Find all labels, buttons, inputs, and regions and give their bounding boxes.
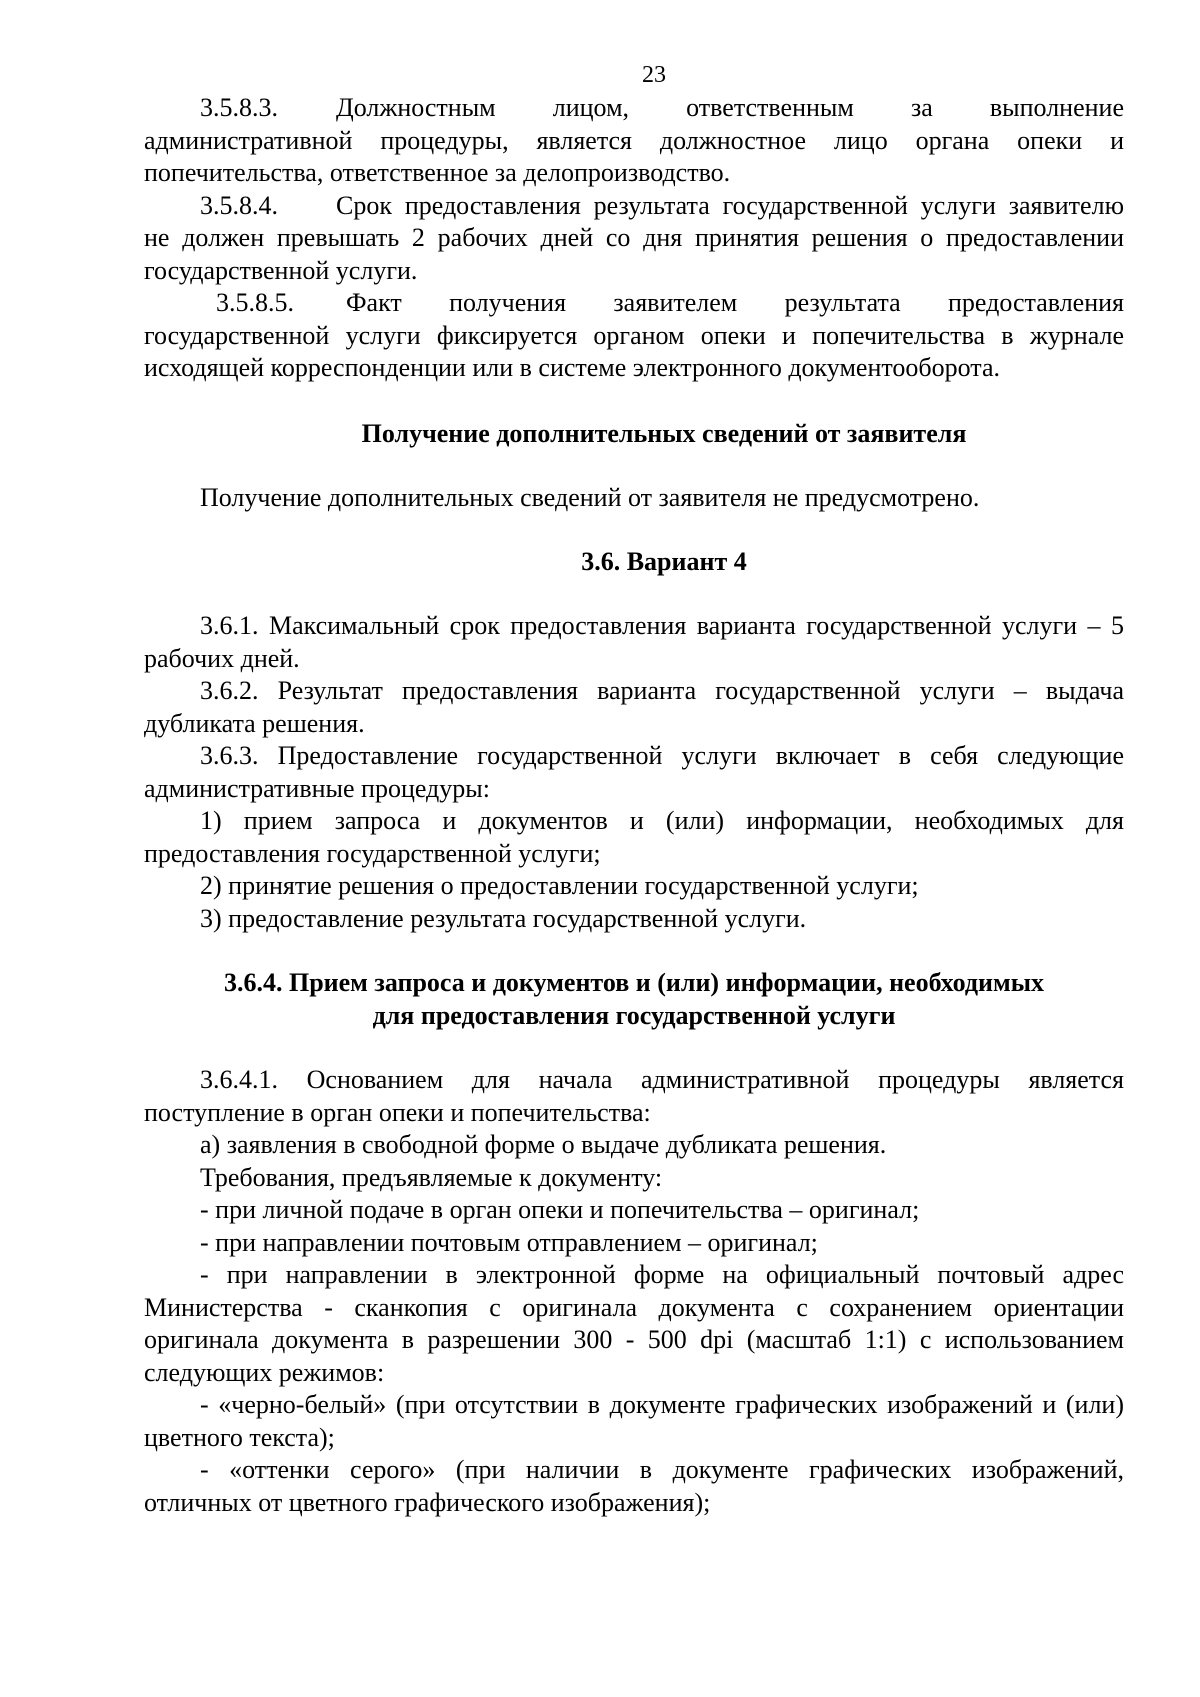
paragraph-3-6-1: 3.6.1. Максимальный срок предоставления варианта государственной услуги – 5 рабочих дней. <box>144 611 1124 673</box>
list-item-personal: - при личной подаче в орган опеки и попечительства – оригинал; <box>200 1195 920 1224</box>
list-item-application: а) заявления в свободной форме о выдаче дубликата решения. <box>200 1130 887 1159</box>
paragraph-text: Должностным лицом, ответственным за выполнение административной процедуры, является должностное лицо органа опеки и попечительства, ответственное за делопроизводство. <box>144 93 1124 187</box>
paragraph-text: Факт получения заявителем результата предоставления государственной услуги фиксируется органом опеки и попечительства в журнале исходящей корреспонденции или в системе электронного документооборота. <box>144 288 1124 382</box>
paragraph-requirements: Требования, предъявляемые к документу: <box>200 1162 663 1192</box>
paragraph-3-6-4-1: 3.6.4.1. Основанием для начала административной процедуры является поступление в орган опеки и попечительства: <box>144 1065 1124 1127</box>
subheading-additional-info: Получение дополнительных сведений от заявителя <box>361 418 967 448</box>
list-item-electronic: - при направлении в электронной форме на официальный почтовый адрес Министерства - сканкопия с оригинала документа с сохранением ориентации оригинала документа в разрешении 300 - 500 dpi (масштаб 1:1) с использованием следующих режимов: <box>144 1260 1124 1387</box>
paragraph-3-5-8-4 <box>144 190 1124 288</box>
heading-line-2: для предоставления государственной услуги <box>372 1000 896 1030</box>
list-item-procedure-1: 1) прием запроса и документов и (или) информации, необходимых для предоставления государственной услуги; <box>144 806 1124 868</box>
paragraph-3-6-3: 3.6.3. Предоставление государственной услуги включает в себя следующие административные процедуры: <box>144 741 1124 803</box>
paragraph-3-5-8-3 <box>144 92 1124 190</box>
document-page <box>144 60 1124 1519</box>
paragraph-number: 3.5.8.3. <box>200 93 278 122</box>
list-item-grayscale: - «оттенки серого» (при наличии в документе графических изображений, отличных от цветного графического изображения); <box>144 1455 1124 1517</box>
paragraph-text: Срок предоставления результата государственной услуги заявителю не должен превышать 2 рабочих дней со дня принятия решения о предоставлении государственной услуги. <box>144 190 1124 285</box>
page-number: 23 <box>642 62 666 88</box>
paragraph-3-6-2: 3.6.2. Результат предоставления варианта государственной услуги – выдача дубликата решения. <box>144 676 1124 738</box>
paragraph-number: 3.5.8.4. <box>200 190 278 220</box>
paragraph-additional-info: Получение дополнительных сведений от заявителя не предусмотрено. <box>200 483 980 512</box>
heading-section-3-6-4 <box>144 967 1124 1032</box>
list-item-procedure-3: 3) предоставление результата государственной услуги. <box>200 903 807 933</box>
list-item-procedure-2: 2) принятие решения о предоставлении государственной услуги; <box>200 871 919 900</box>
paragraph-3-5-8-5 <box>144 287 1124 385</box>
list-item-postal: - при направлении почтовым отправлением – оригинал; <box>200 1227 818 1257</box>
paragraph-number: 3.5.8.5. <box>216 288 294 317</box>
list-item-black-white: - «черно-белый» (при отсутствии в документе графических изображений и (или) цветного текста); <box>144 1390 1124 1452</box>
heading-variant-4: 3.6. Вариант 4 <box>581 546 747 576</box>
heading-line-1: 3.6.4. Прием запроса и документов и (или) информации, необходимых <box>223 968 1045 997</box>
